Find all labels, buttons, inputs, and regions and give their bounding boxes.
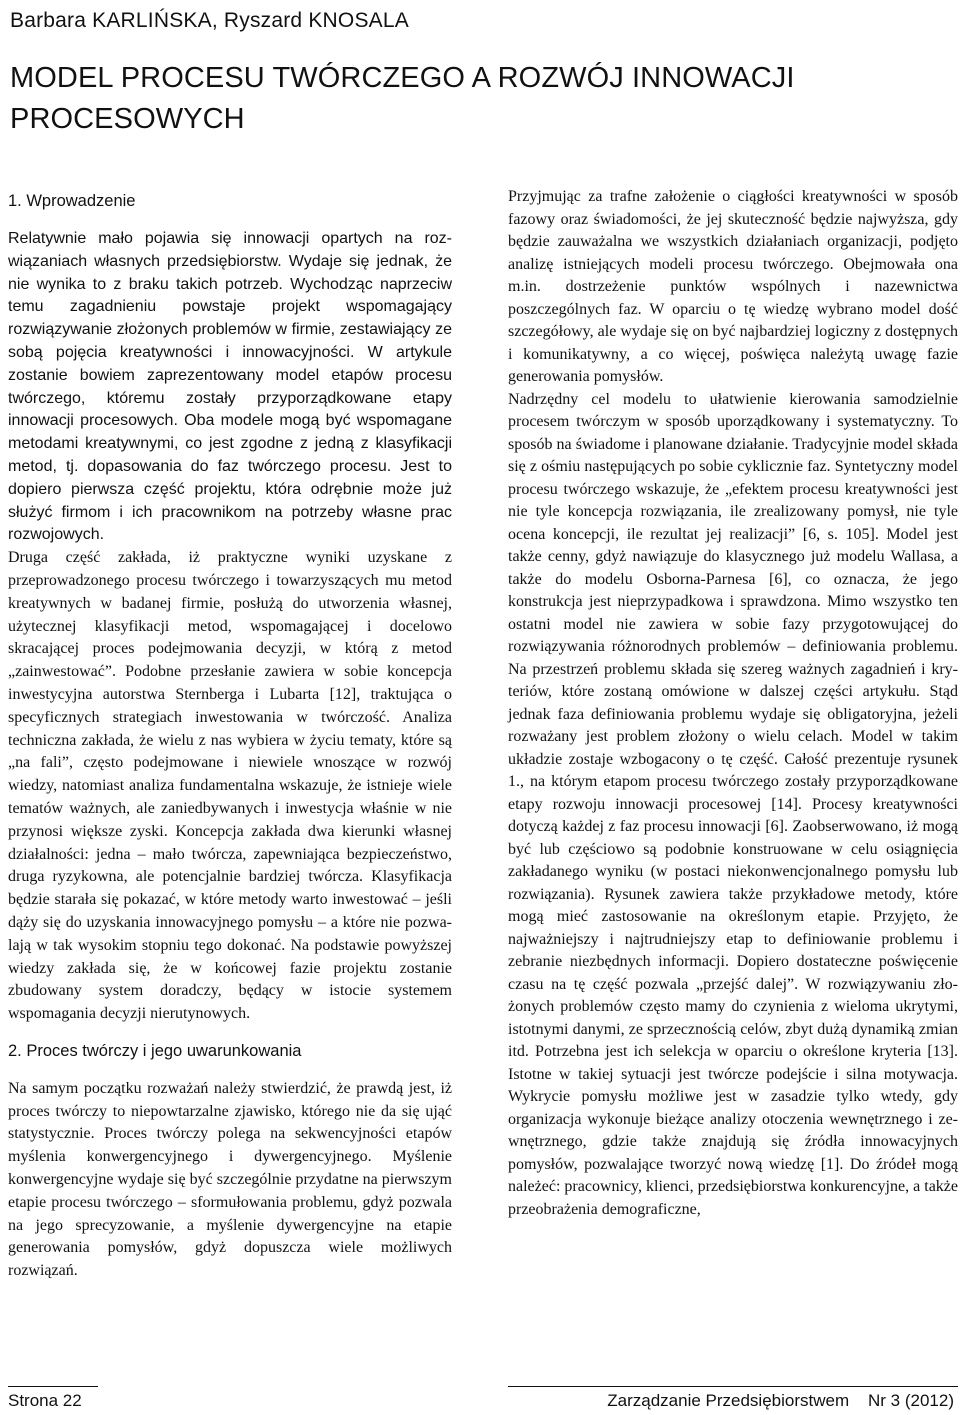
right-column bbox=[508, 186, 958, 1221]
journal-info: Zarządzanie Przedsiębiorstwem Nr 3 (2012) bbox=[607, 1391, 954, 1410]
footer-rule-right bbox=[508, 1386, 958, 1387]
section-1-paragraph-1: Relatywnie mało pojawia się innowacji opartych na rozwiązaniach własnych przedsiębiorstw. Wydaje się jednak, że nie wynika to z braku takich potrzeb. Wychodząc naprzeciw temu zagadnieniu powstaje projekt wspomagający rozwiązywanie złożonych problemów w firmie, zestawiający ze sobą pojęcia kreatywności i innowacyjności. W artykule zostanie bowiem zaprezentowany model etapów procesu twórczego, któremu zostały przyporządkowane etapy innowacji procesowych. Oba modele mogą być wspomagane metodami kreatywnymi, co jest zgodne z jedną z klasyfikacji metod, tj. dopasowania do faz twórczego procesu. Jest to dopiero pierwsza część projektu, która odrębnie może już służyć firmom i ich pracownikom na potrzeby własne prac rozwojowych. bbox=[8, 230, 452, 544]
authors: Barbara KARLIŃSKA, Ryszard KNOSALA bbox=[10, 9, 409, 32]
section-2-heading: 2. Proces twórczy i jego uwarunkowania bbox=[8, 1041, 302, 1060]
section-1-paragraph-2: Druga część zakłada, iż praktyczne wyniki uzyskane z przeprowadzonego procesu twórczego i towarzyszących mu metod kreatywnych w badanej firmie, posłużą do utworzenia własnej, użytecznej klasyfikacji metod, wspomagającej i docelowo skracającej proces podejmowania decyzji, w którą z metod „zainwestować”. Podobne przesłanie zawiera w sobie koncepcja inwestycyjna autorstwa Sternberga i Lubarta [12], traktująca o specyficznych strategiach inwestowania w twórczość. Analiza techniczna zakłada, że wielu z nas wybiera w życiu tematy, które są „na fali”, często podejmowane i niewiele wnoszące w rozwój wiedzy, natomiast analiza fundamentalna wskazuje, że istnieje wiele tematów ważnych, ale zaniedbywanych i inwestycja właśnie w nie przynosi większe zyski. Koncepcja zakłada dwa kierunki własnej działalności: jedna – mało twórcza, zapewniająca bezpieczeństwo, druga ryzykowna, ale potencjalnie bardziej twórcza. Klasyfikacja będzie starała się pokazać, w które metody warto inwestować – jeśli dąży się do uzyskania innowacyjnego pomysłu – a które nie pozwalają w tak wysokim stopniu tego dokonać. Na podstawie powyższej wiedzy zakłada się, że w końcowej fazie projektu zostanie zbudowany system doradczy, będący w istocie systemem wspomagania decyzji nierutynowych. bbox=[8, 549, 452, 1023]
right-paragraph-1: Przyjmując za trafne założenie o ciągłości kreatywności w sposób fazowy oraz świadomości, że jej skuteczność będzie najwyższa, gdy będzie zauważalna we wszystkich działaniach organizacji, podjęto analizę istniejących modeli procesu twórczego. Obejmowała ona m.in. dostrzeżenie punktów wspólnych i nazewnictwa poszczególnych faz. W oparciu o tę wiedzę wybrano model dość szczegółowy, ale wydaje się on być najbardziej logiczny z dostępnych i komunikatywny, a co więcej, poświęca należytą uwagę fazie generowania pomysłów. bbox=[508, 188, 958, 385]
section-1-heading: 1. Wprowadzenie bbox=[8, 192, 136, 210]
left-column bbox=[8, 188, 452, 1283]
page-number: Strona 22 bbox=[8, 1391, 82, 1410]
section-2-paragraph-1: Na samym początku rozważań należy stwierdzić, że prawdą jest, iż proces twórczy to niepowtarzalne zjawisko, którego nie da się ująć statystycznie. Proces twórczy polega na sekwencyjności etapów myślenia konwergencyjnego i dywergencyjnego. Myślenie konwergencyjne wydaje się być szczególnie przydatne na pierwszym etapie procesu twórczego – sformułowania problemu, gdyż pozwala na jego sprecyzowanie, a myślenie dywergencyjne na etapie generowania pomysłów, gdyż dopuszcza wiele możliwych rozwiązań. bbox=[8, 1079, 452, 1280]
article-title: MODEL PROCESU TWÓRCZEGO A ROZWÓJ INNOWACJI PROCESOWYCH bbox=[10, 62, 795, 135]
footer-rule-left bbox=[8, 1386, 98, 1387]
right-paragraph-2: Nadrzędny cel modelu to ułatwienie kierowania samodzielnie procesem twórczym w sposób uporządkowany i systematyczny. To sposób na świadome i planowane działanie. Tradycyjnie model składa się z ośmiu następujących po sobie cyklicznie faz. Syntetyczny model procesu twórczego wskazuje, że „efektem procesu kreatywności jest nie tyle koncepcja rozwiązania, ile zrealizowany pomysł, nie tyle ocena koncepcji, ile rezultat jej realizacji” [6, s. 105]. Model jest także cenny, gdyż nawiązuje do klasycznego już modelu Wallasa, a także do modelu Osborna-Parnesa [6], co oznacza, że jego konstrukcja jest nieprzypadkowa i sprawdzona. Mimo wszystko ten ostatni model nie zawiera w sobie fazy przygotowującej do rozwiązywania różnorodnych problemów – definiowania problemu. Na przestrzeń problemu składa się szereg ważnych zagadnień i kryteriów, które zostaną omówione w dalszej części artykułu. Stąd jednak faza definiowania problemu wydaje się obligatoryjna, jeżeli rozważany jest problem złożony o wielu celach. Model w takim układzie zostaje wzbogacony o tę część. Całość prezentuje rysunek 1., na którym etapom procesu twórczego zostały przyporządkowane etapy rozwoju innowacji procesowej [14]. Procesy kreatywności dotyczą każdej z faz procesu innowacji [6]. Zaobserwowano, iż mogą być lub częściowo są podobnie konstruowane w celu osiągnięcia zakładanego wyniku (w postaci niekonwencjonalnego pomysłu lub rozwiązania). Rysunek zawiera także przykładowe metody, które mogą mieć zastosowanie na określonym etapie. Przyjęto, że najważniejszy i najtrudniejszy etap to definiowanie problemu i zebranie niezbędnych informacji. Dopiero dostateczne poświęcenie czasu na tę część pozwala „przejść dalej”. W rozwiązywaniu złożonych problemów często mamy do czynienia z wieloma ukrytymi, istotnymi danymi, ze sprzecznością celów, zbyt dużą dynamiką zmian itd. Potrzebna jest ich selekcja w oparciu o określone kryteria [13]. Istotne w takiej sytuacji jest twórcze podejście i silna motywacja. Wykrycie pomysłu możliwe jest w zasadzie tylko wtedy, gdy organizacja wykonuje bieżące analizy otoczenia wewnętrznego i zewnętrznego, gdzie także znajdują się źródła innowacyjnych pomysłów, pozwalające tworzyć nową wiedzę [1]. Do źródeł mogą należeć: pracownicy, klienci, przedsiębiorstwa konkurencyjne, a także przeobrażenia demograficzne, bbox=[508, 390, 958, 1218]
